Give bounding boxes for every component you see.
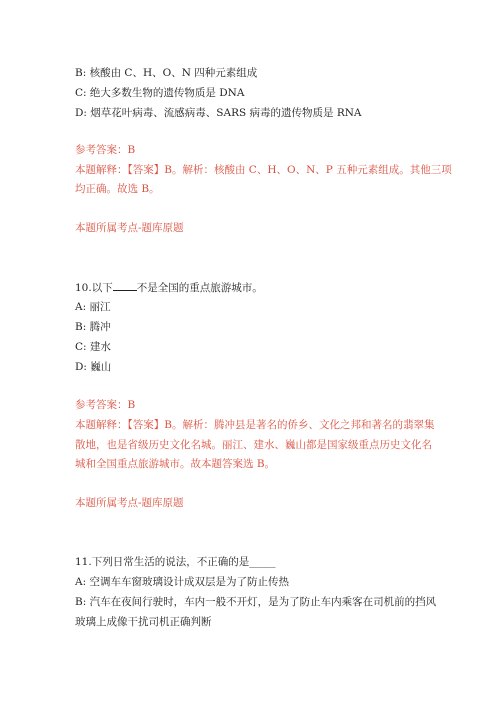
q10-explanation-line-1: 本题解释：【答案】B。解析：腾冲县是著名的侨乡、文化之邦和著名的翡翠集: [75, 419, 435, 431]
q11-stem: 11.下列日常生活的说法，不正确的是_____: [75, 556, 276, 568]
q10-stem-suffix: 不是全国的重点旅游城市。: [136, 282, 263, 294]
q10-explanation-line-2: 散地，也是省级历史文化名城。丽江、建水、巍山都是国家级重点历史文化名: [75, 439, 432, 451]
q9-answer: 参考答案：B: [75, 144, 136, 156]
q9-option-c: C: 绝大多数生物的遗传物质是 DNA: [75, 87, 245, 99]
q11-option-a: A: 空调车车窗玻璃设计成双层是为了防止传热: [75, 576, 289, 588]
q9-option-d: D: 烟草花叶病毒、流感病毒、SARS 病毒的遗传物质是 RNA: [75, 107, 362, 119]
q10-option-c: C: 建水: [75, 341, 111, 353]
q10-explanation-line-3: 城和全国重点旅游城市。故本题答案选 B。: [75, 458, 276, 470]
q10-option-d: D: 巍山: [75, 361, 112, 373]
q10-stem: [75, 280, 263, 295]
q9-explanation-line-1: 本题解释：【答案】B。解析：核酸由 C、H、O、N、P 五种元素组成。其他三项: [75, 164, 452, 176]
q9-explanation-line-2: 均正确。故选 B。: [75, 183, 160, 195]
q10-option-b: B: 腾冲: [75, 321, 111, 333]
q10-answer-blank: [113, 280, 137, 291]
q10-stem-prefix: 10.以下: [75, 282, 113, 294]
q9-source: 本题所属考点-题库原题: [75, 222, 184, 234]
q9-option-b: B: 核酸由 C、H、O、N 四种元素组成: [75, 67, 258, 79]
q10-answer: 参考答案：B: [75, 399, 136, 411]
q11-option-b-line-2: 玻璃上成像干扰司机正确判断: [75, 616, 212, 628]
q11-option-b-line-1: B: 汽车在夜间行驶时，车内一般不开灯，是为了防止车内乘客在司机前的挡风: [75, 596, 437, 608]
q10-option-a: A: 丽江: [75, 301, 111, 313]
q10-source: 本题所属考点-题库原题: [75, 497, 184, 509]
